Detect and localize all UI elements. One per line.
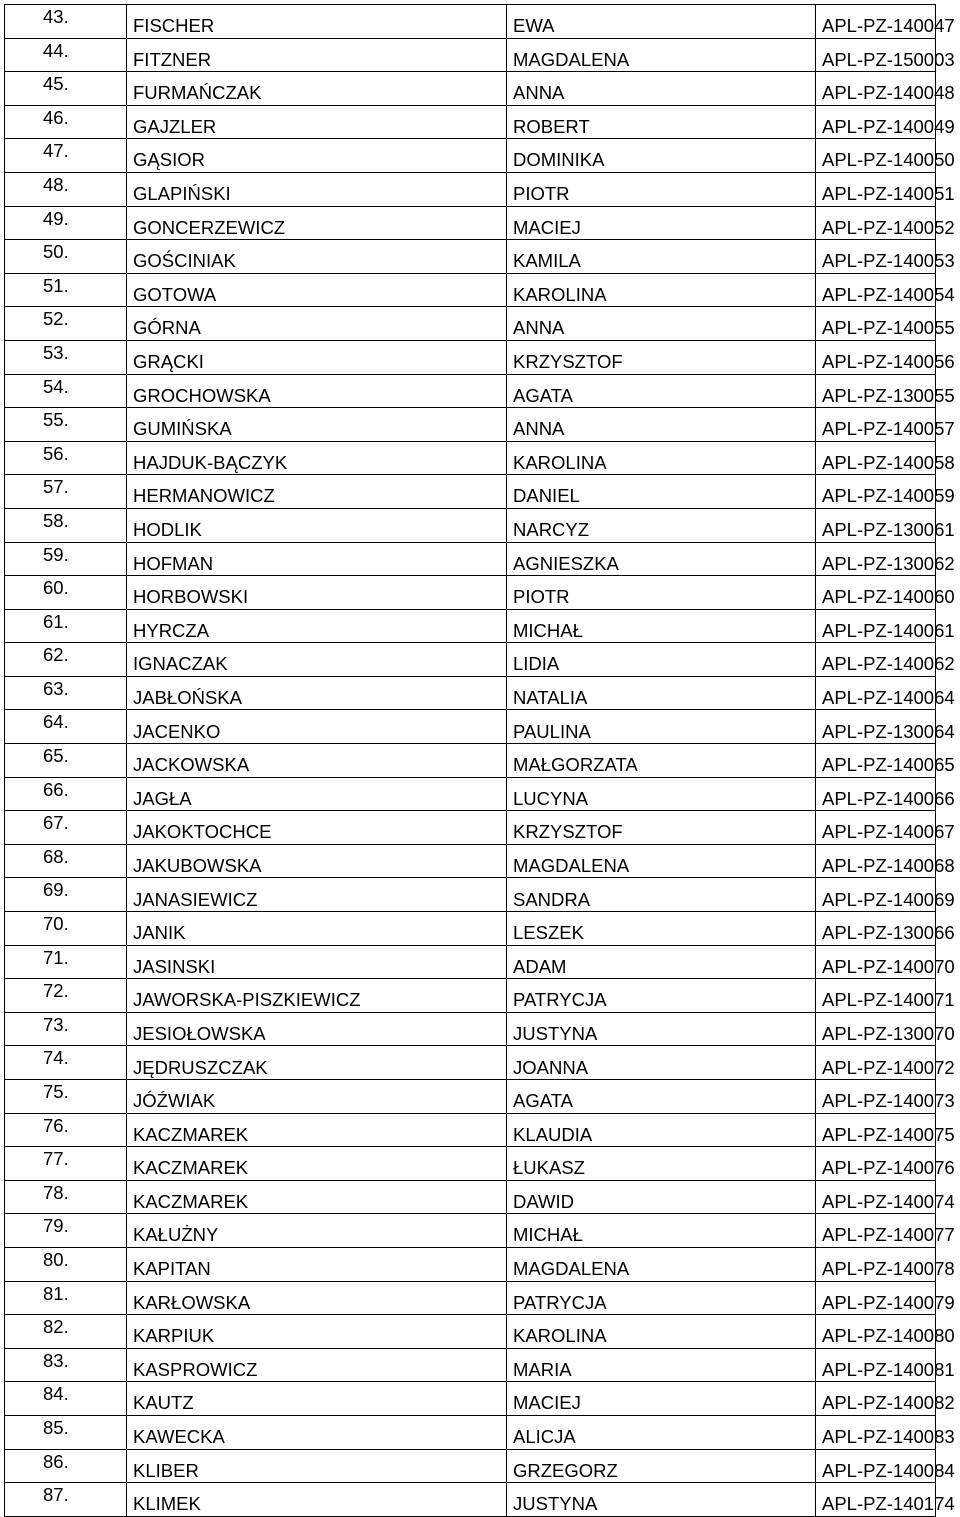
application-code-cell: APL-PZ-140070 [816, 945, 936, 979]
application-code-cell: APL-PZ-130055 [816, 374, 936, 408]
application-code-cell: APL-PZ-140072 [816, 1046, 936, 1080]
first-name-cell: PIOTR [507, 576, 816, 610]
surname-cell: KAŁUŻNY [127, 1214, 507, 1248]
table-row [5, 542, 936, 576]
row-number: 63. [5, 676, 127, 710]
first-name-cell: NATALIA [507, 676, 816, 710]
first-name-cell: ANNA [507, 72, 816, 106]
table-row [5, 1214, 936, 1248]
application-code-cell: APL-PZ-140048 [816, 72, 936, 106]
first-name-cell: KAMILA [507, 240, 816, 274]
surname-cell: KAPITAN [127, 1247, 507, 1281]
application-code-cell: APL-PZ-140069 [816, 878, 936, 912]
row-number: 78. [5, 1180, 127, 1214]
first-name-cell: MICHAŁ [507, 609, 816, 643]
table-row [5, 72, 936, 106]
surname-cell: FURMAŃCZAK [127, 72, 507, 106]
application-code-cell: APL-PZ-140056 [816, 340, 936, 374]
row-number: 86. [5, 1449, 127, 1483]
first-name-cell: EWA [507, 5, 816, 39]
application-code-cell: APL-PZ-140066 [816, 777, 936, 811]
first-name-cell: KRZYSZTOF [507, 340, 816, 374]
row-number: 70. [5, 912, 127, 946]
row-number: 67. [5, 811, 127, 845]
table-row [5, 912, 936, 946]
row-number: 79. [5, 1214, 127, 1248]
row-number: 48. [5, 172, 127, 206]
first-name-cell: KAROLINA [507, 441, 816, 475]
first-name-cell: AGNIESZKA [507, 542, 816, 576]
table-row [5, 1080, 936, 1114]
surname-cell: GLAPIŃSKI [127, 172, 507, 206]
row-number: 54. [5, 374, 127, 408]
first-name-cell: PATRYCJA [507, 1281, 816, 1315]
row-number: 80. [5, 1247, 127, 1281]
table-row [5, 340, 936, 374]
application-code-cell: APL-PZ-150003 [816, 38, 936, 72]
surname-cell: IGNACZAK [127, 643, 507, 677]
surname-cell: KAUTZ [127, 1382, 507, 1416]
surname-cell: HODLIK [127, 508, 507, 542]
application-code-cell: APL-PZ-130064 [816, 710, 936, 744]
row-number: 50. [5, 240, 127, 274]
surname-cell: HAJDUK-BĄCZYK [127, 441, 507, 475]
table-row [5, 676, 936, 710]
first-name-cell: PAULINA [507, 710, 816, 744]
application-code-cell: APL-PZ-140081 [816, 1348, 936, 1382]
surname-cell: JANASIEWICZ [127, 878, 507, 912]
surname-cell: GROCHOWSKA [127, 374, 507, 408]
surname-cell: JACENKO [127, 710, 507, 744]
table-row [5, 105, 936, 139]
surname-cell: HORBOWSKI [127, 576, 507, 610]
application-code-cell: APL-PZ-140060 [816, 576, 936, 610]
surname-cell: KACZMAREK [127, 1147, 507, 1181]
table-row [5, 408, 936, 442]
application-code-cell: APL-PZ-140079 [816, 1281, 936, 1315]
table-row [5, 38, 936, 72]
row-number: 49. [5, 206, 127, 240]
table-row [5, 172, 936, 206]
application-code-cell: APL-PZ-140071 [816, 979, 936, 1013]
surname-cell: JANIK [127, 912, 507, 946]
applicant-table-body [5, 5, 955, 1517]
surname-cell: JAGŁA [127, 777, 507, 811]
first-name-cell: KLAUDIA [507, 1113, 816, 1147]
row-number: 74. [5, 1046, 127, 1080]
row-number: 44. [5, 38, 127, 72]
application-code-cell: APL-PZ-140049 [816, 105, 936, 139]
application-code-cell: APL-PZ-140057 [816, 408, 936, 442]
application-code-cell: APL-PZ-140082 [816, 1382, 936, 1416]
application-code-cell: APL-PZ-140074 [816, 1180, 936, 1214]
table-row [5, 1281, 936, 1315]
table-row [5, 1315, 936, 1349]
table-row [5, 710, 936, 744]
application-code-cell: APL-PZ-140062 [816, 643, 936, 677]
application-code-cell: APL-PZ-140174 [816, 1483, 936, 1517]
row-number: 62. [5, 643, 127, 677]
table-row [5, 441, 936, 475]
application-code-cell: APL-PZ-140051 [816, 172, 936, 206]
application-code-cell: APL-PZ-140064 [816, 676, 936, 710]
row-number: 45. [5, 72, 127, 106]
application-code-cell: APL-PZ-140061 [816, 609, 936, 643]
table-row [5, 979, 936, 1013]
row-number: 47. [5, 139, 127, 173]
first-name-cell: GRZEGORZ [507, 1449, 816, 1483]
first-name-cell: MACIEJ [507, 206, 816, 240]
application-code-cell: APL-PZ-140075 [816, 1113, 936, 1147]
application-code-cell: APL-PZ-140077 [816, 1214, 936, 1248]
table-row [5, 508, 936, 542]
surname-cell: GAJZLER [127, 105, 507, 139]
row-number: 82. [5, 1315, 127, 1349]
application-code-cell: APL-PZ-140054 [816, 273, 936, 307]
row-number: 56. [5, 441, 127, 475]
application-code-cell: APL-PZ-140052 [816, 206, 936, 240]
surname-cell: GRĄCKI [127, 340, 507, 374]
table-row [5, 744, 936, 778]
application-code-cell: APL-PZ-140058 [816, 441, 936, 475]
table-row [5, 1348, 936, 1382]
first-name-cell: JUSTYNA [507, 1483, 816, 1517]
first-name-cell: KAROLINA [507, 273, 816, 307]
table-row [5, 206, 936, 240]
table-row [5, 1382, 936, 1416]
table-row [5, 1180, 936, 1214]
first-name-cell: NARCYZ [507, 508, 816, 542]
surname-cell: HERMANOWICZ [127, 475, 507, 509]
row-number: 61. [5, 609, 127, 643]
table-row [5, 1147, 936, 1181]
row-number: 43. [5, 5, 127, 39]
first-name-cell: DAWID [507, 1180, 816, 1214]
first-name-cell: ALICJA [507, 1415, 816, 1449]
row-number: 53. [5, 340, 127, 374]
surname-cell: KLIBER [127, 1449, 507, 1483]
table-row [5, 5, 936, 39]
surname-cell: JAKOKTOCHCE [127, 811, 507, 845]
row-number: 77. [5, 1147, 127, 1181]
row-number: 75. [5, 1080, 127, 1114]
first-name-cell: MACIEJ [507, 1382, 816, 1416]
first-name-cell: AGATA [507, 1080, 816, 1114]
row-number: 52. [5, 307, 127, 341]
first-name-cell: PIOTR [507, 172, 816, 206]
first-name-cell: MICHAŁ [507, 1214, 816, 1248]
surname-cell: JASINSKI [127, 945, 507, 979]
surname-cell: FITZNER [127, 38, 507, 72]
table-row [5, 139, 936, 173]
table-row [5, 643, 936, 677]
application-code-cell: APL-PZ-140053 [816, 240, 936, 274]
surname-cell: GĄSIOR [127, 139, 507, 173]
table-row [5, 811, 936, 845]
row-number: 65. [5, 744, 127, 778]
table-row [5, 945, 936, 979]
surname-cell: KLIMEK [127, 1483, 507, 1517]
row-number: 76. [5, 1113, 127, 1147]
first-name-cell: SANDRA [507, 878, 816, 912]
row-number: 69. [5, 878, 127, 912]
first-name-cell: ANNA [507, 408, 816, 442]
row-number: 46. [5, 105, 127, 139]
application-code-cell: APL-PZ-140059 [816, 475, 936, 509]
surname-cell: JÓŹWIAK [127, 1080, 507, 1114]
application-code-cell: APL-PZ-130066 [816, 912, 936, 946]
surname-cell: GUMIŃSKA [127, 408, 507, 442]
first-name-cell: MAGDALENA [507, 38, 816, 72]
application-code-cell: APL-PZ-140068 [816, 844, 936, 878]
table-row [5, 1415, 936, 1449]
table-row [5, 374, 936, 408]
surname-cell: KACZMAREK [127, 1113, 507, 1147]
surname-cell: KARPIUK [127, 1315, 507, 1349]
first-name-cell: LIDIA [507, 643, 816, 677]
application-code-cell: APL-PZ-130062 [816, 542, 936, 576]
first-name-cell: PATRYCJA [507, 979, 816, 1013]
application-code-cell: APL-PZ-130070 [816, 1012, 936, 1046]
first-name-cell: ROBERT [507, 105, 816, 139]
application-code-cell: APL-PZ-140065 [816, 744, 936, 778]
surname-cell: GONCERZEWICZ [127, 206, 507, 240]
table-row [5, 240, 936, 274]
row-number: 60. [5, 576, 127, 610]
surname-cell: GOTOWA [127, 273, 507, 307]
surname-cell: JABŁOŃSKA [127, 676, 507, 710]
first-name-cell: DANIEL [507, 475, 816, 509]
applicant-table [4, 4, 955, 1517]
table-row [5, 777, 936, 811]
table-row [5, 1247, 936, 1281]
application-code-cell: APL-PZ-140076 [816, 1147, 936, 1181]
surname-cell: JAKUBOWSKA [127, 844, 507, 878]
table-row [5, 1113, 936, 1147]
first-name-cell: MAGDALENA [507, 844, 816, 878]
application-code-cell: APL-PZ-140047 [816, 5, 936, 39]
application-code-cell: APL-PZ-140084 [816, 1449, 936, 1483]
surname-cell: JACKOWSKA [127, 744, 507, 778]
table-row [5, 1449, 936, 1483]
first-name-cell: ŁUKASZ [507, 1147, 816, 1181]
row-number: 51. [5, 273, 127, 307]
row-number: 71. [5, 945, 127, 979]
row-number: 83. [5, 1348, 127, 1382]
surname-cell: HOFMAN [127, 542, 507, 576]
first-name-cell: MAGDALENA [507, 1247, 816, 1281]
surname-cell: HYRCZA [127, 609, 507, 643]
table-row [5, 1483, 936, 1517]
first-name-cell: JOANNA [507, 1046, 816, 1080]
table-row [5, 576, 936, 610]
row-number: 87. [5, 1483, 127, 1517]
row-number: 58. [5, 508, 127, 542]
first-name-cell: ANNA [507, 307, 816, 341]
first-name-cell: KRZYSZTOF [507, 811, 816, 845]
row-number: 55. [5, 408, 127, 442]
surname-cell: KASPROWICZ [127, 1348, 507, 1382]
application-code-cell: APL-PZ-130061 [816, 508, 936, 542]
surname-cell: KACZMAREK [127, 1180, 507, 1214]
application-code-cell: APL-PZ-140050 [816, 139, 936, 173]
surname-cell: GÓRNA [127, 307, 507, 341]
row-number: 59. [5, 542, 127, 576]
first-name-cell: MAŁGORZATA [507, 744, 816, 778]
surname-cell: FISCHER [127, 5, 507, 39]
application-code-cell: APL-PZ-140080 [816, 1315, 936, 1349]
first-name-cell: LESZEK [507, 912, 816, 946]
table-row [5, 878, 936, 912]
application-code-cell: APL-PZ-140067 [816, 811, 936, 845]
surname-cell: JAWORSKA-PISZKIEWICZ [127, 979, 507, 1013]
table-row [5, 844, 936, 878]
first-name-cell: ADAM [507, 945, 816, 979]
table-row [5, 609, 936, 643]
table-row [5, 307, 936, 341]
application-code-cell: APL-PZ-140073 [816, 1080, 936, 1114]
row-number: 68. [5, 844, 127, 878]
row-number: 72. [5, 979, 127, 1013]
row-number: 64. [5, 710, 127, 744]
row-number: 73. [5, 1012, 127, 1046]
surname-cell: JĘDRUSZCZAK [127, 1046, 507, 1080]
first-name-cell: MARIA [507, 1348, 816, 1382]
surname-cell: KARŁOWSKA [127, 1281, 507, 1315]
surname-cell: KAWECKA [127, 1415, 507, 1449]
application-code-cell: APL-PZ-140055 [816, 307, 936, 341]
surname-cell: GOŚCINIAK [127, 240, 507, 274]
row-number: 84. [5, 1382, 127, 1416]
row-number: 85. [5, 1415, 127, 1449]
row-number: 81. [5, 1281, 127, 1315]
application-code-cell: APL-PZ-140083 [816, 1415, 936, 1449]
first-name-cell: KAROLINA [507, 1315, 816, 1349]
first-name-cell: JUSTYNA [507, 1012, 816, 1046]
surname-cell: JESIOŁOWSKA [127, 1012, 507, 1046]
row-number: 57. [5, 475, 127, 509]
table-row [5, 475, 936, 509]
application-code-cell: APL-PZ-140078 [816, 1247, 936, 1281]
table-row [5, 273, 936, 307]
table-row [5, 1046, 936, 1080]
first-name-cell: AGATA [507, 374, 816, 408]
first-name-cell: LUCYNA [507, 777, 816, 811]
row-number: 66. [5, 777, 127, 811]
first-name-cell: DOMINIKA [507, 139, 816, 173]
table-row [5, 1012, 936, 1046]
